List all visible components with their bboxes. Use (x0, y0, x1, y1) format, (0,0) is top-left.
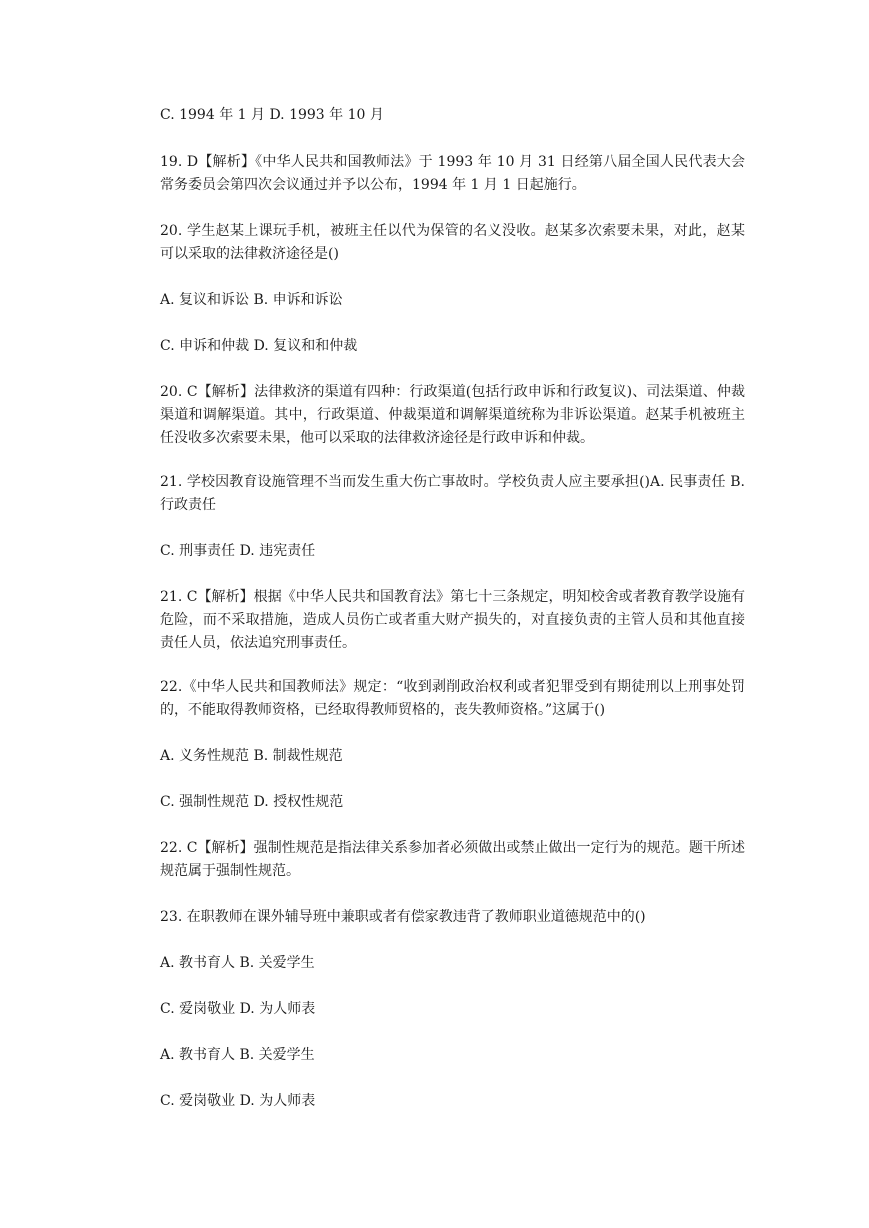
question-paragraph: 21. 学校因教育设施管理不当而发生重大伤亡事故时。学校负责人应主要承担()A. 民事责任 B. 行政责任 (160, 474, 745, 513)
answer-options-line: C. 刑事责任 D. 违宪责任 (160, 543, 316, 559)
answer-options-line: A. 义务性规范 B. 制裁性规范 (160, 748, 343, 764)
explanation-paragraph: 22. C【解析】强制性规范是指法律关系参加者必须做出或禁止做出一定行为的规范。题干所述规范属于强制性规范。 (160, 840, 745, 879)
question-paragraph: 23. 在职教师在课外辅导班中兼职或者有偿家教违背了教师职业道德规范中的() (160, 909, 646, 925)
question-paragraph: 20. 学生赵某上课玩手机，被班主任以代为保管的名义没收。赵某多次索要未果，对此，赵某可以采取的法律救济途径是() (160, 223, 745, 262)
answer-options-line: C. 爱岗敬业 D. 为人师表 (160, 1001, 316, 1017)
answer-options-line: A. 教书育人 B. 关爱学生 (160, 955, 315, 971)
answer-options-line: A. 复议和诉讼 B. 申诉和诉讼 (160, 292, 343, 308)
question-paragraph: 22.《中华人民共和国教师法》规定：“收到剥削政治权利或者犯罪受到有期徒刑以上刑事处罚的，不能取得教师资格，已经取得教师贸格的，丧失教师资格。”这属于() (160, 679, 745, 718)
explanation-paragraph: 19. D【解析】《中华人民共和国教师法》于 1993 年 10 月 31 日经第八届全国人民代表大会常务委员会第四次会议通过并予以公布，1994 年 1 月 1 日起施行。 (160, 154, 745, 193)
answer-options-line: A. 教书育人 B. 关爱学生 (160, 1047, 315, 1063)
answer-options-line: C. 爱岗敬业 D. 为人师表 (160, 1093, 316, 1109)
answer-options-line: C. 申诉和仲裁 D. 复议和和仲裁 (160, 338, 358, 354)
explanation-paragraph: 20. C【解析】法律救济的渠道有四种：行政渠道(包括行政申诉和行政复议)、司法渠道、仲裁渠道和调解渠道。其中，行政渠道、仲裁渠道和调解渠道统称为非诉讼渠道。赵某手机被班主任没收多次索要未果，他可以采取的法律救济途径是行政申诉和仲裁。 (160, 384, 745, 446)
explanation-paragraph: 21. C【解析】根据《中华人民共和国教育法》第七十三条规定，明知校舍或者教育教学设施有危险，而不采取措施，造成人员伤亡或者重大财产损失的，对直接负责的主管人员和其他直接责任人员，依法追究刑事责任。 (160, 589, 745, 651)
answer-options-line: C. 强制性规范 D. 授权性规范 (160, 794, 344, 810)
answer-options-line: C. 1994 年 1 月 D. 1993 年 10 月 (160, 107, 384, 123)
